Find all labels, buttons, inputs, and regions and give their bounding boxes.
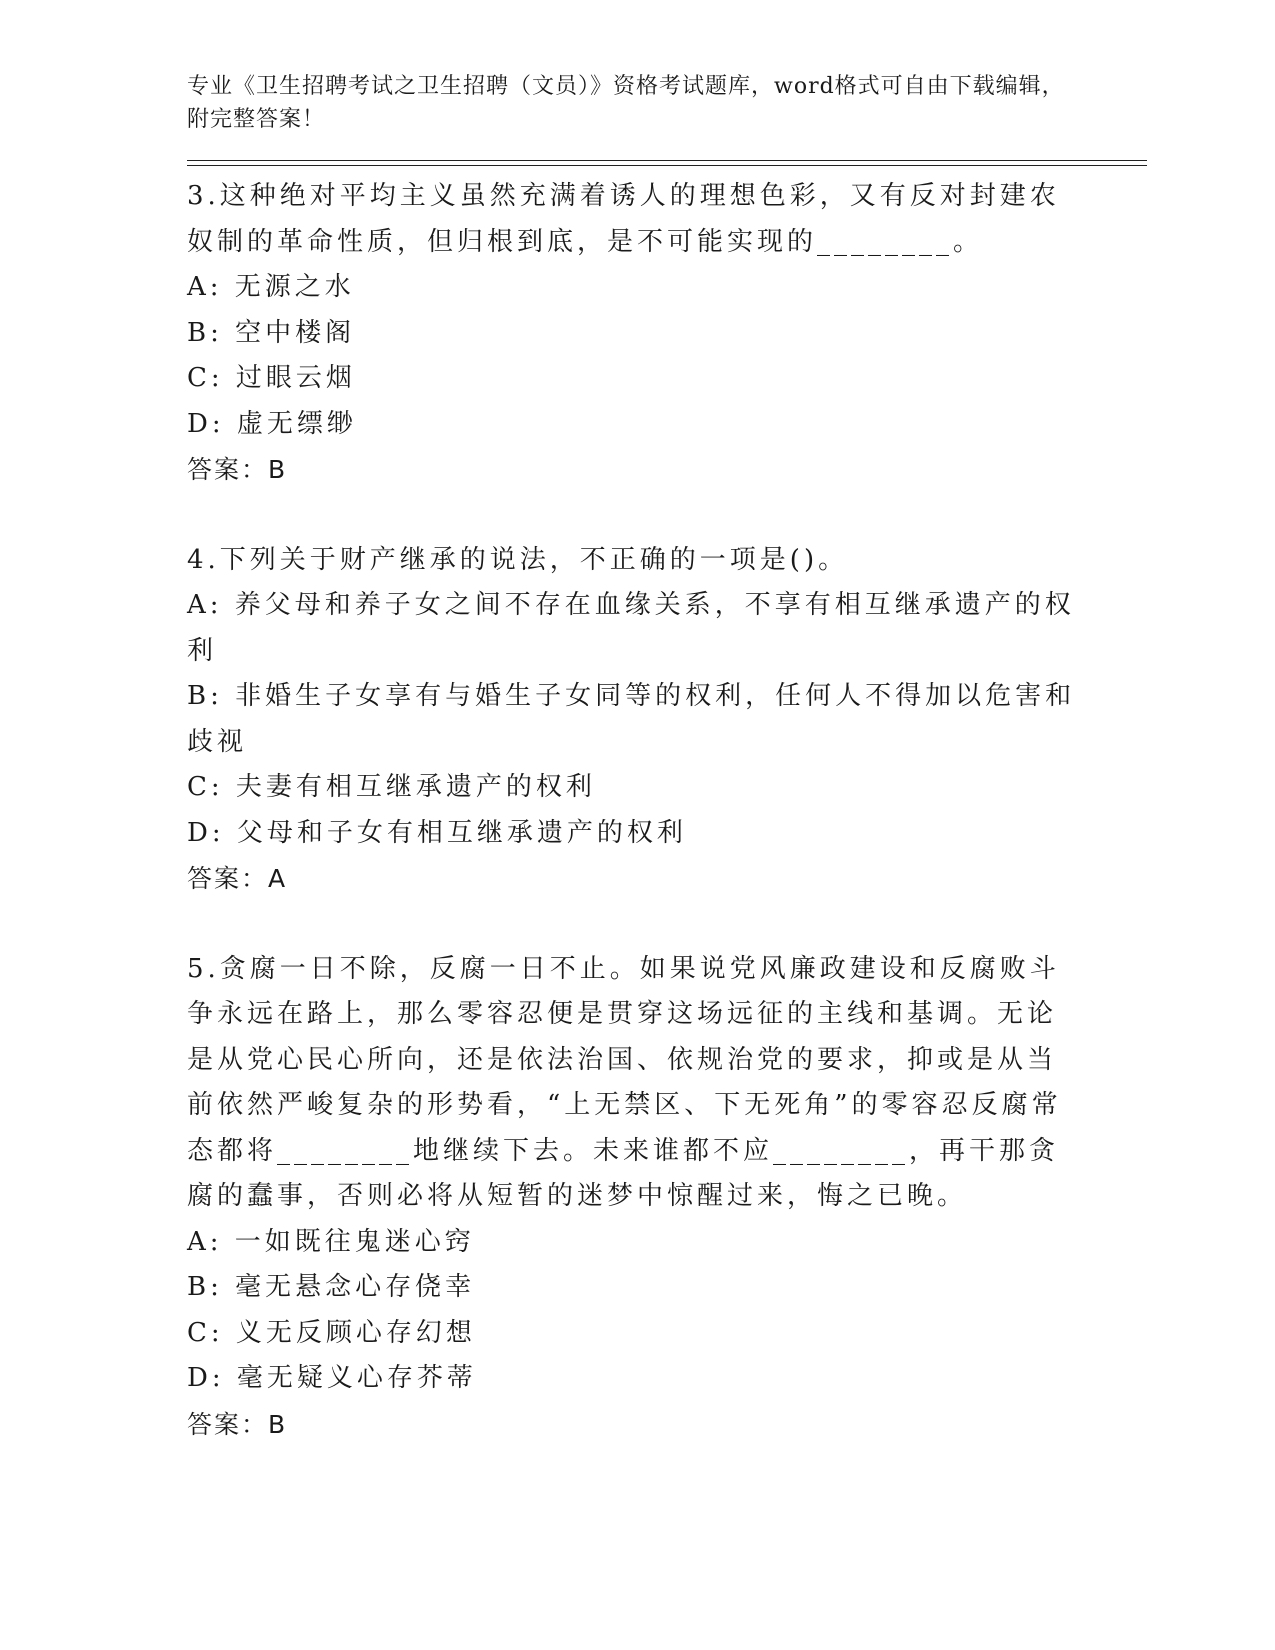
option-d: D: 毫无疑义心存芥蒂: [187, 1363, 477, 1393]
question-3: [187, 174, 1147, 493]
option-b: B: 非婚生子女享有与婚生子女同等的权利，任何人不得加以危害和歧视: [187, 681, 1076, 757]
option-b: B: 空中楼阁: [187, 317, 356, 348]
document-page: [187, 70, 1147, 1447]
option-c: C: 夫妻有相互继承遗产的权利: [187, 772, 596, 802]
header-double-rule: [187, 160, 1147, 166]
question-4: [187, 538, 1147, 902]
question-5: [187, 947, 1147, 1448]
question-stem: 3.这种绝对平均主义虽然充满着诱人的理想色彩，又有反对封建农奴制的革命性质，但归根到底，是不可能实现的________。: [187, 181, 1060, 257]
option-a: A: 一如既往鬼迷心窍: [187, 1226, 475, 1257]
question-stem: 4.下列关于财产继承的说法，不正确的一项是()。: [187, 544, 849, 575]
option-d: D: 虚无缥缈: [187, 408, 357, 439]
answer: 答案：B: [187, 455, 288, 484]
option-a: A: 养父母和养子女之间不存在血缘关系，不享有相互继承遗产的权利: [187, 590, 1075, 666]
question-stem: 5.贪腐一日不除，反腐一日不止。如果说党风廉政建设和反腐败斗争永远在路上，那么零容忍便是贯穿这场远征的主线和基调。无论是从党心民心所向，还是依法治国、依规治党的要求，抑或是从当前依然严峻复杂的形势看，“上无禁区、下无死角”的零容忍反腐常态都将________地继续下去。未来谁都不应________，再干那贪腐的蠢事，否则必将从短暂的迷梦中惊醒过来，悔之已晚。: [187, 953, 1062, 1211]
document-header: 专业《卫生招聘考试之卫生招聘（文员）》资格考试题库，word格式可自由下载编辑，附完整答案！: [187, 74, 1065, 132]
option-b: B: 毫无悬念心存侥幸: [187, 1272, 476, 1302]
option-c: C: 义无反顾心存幻想: [187, 1317, 476, 1348]
option-d: D: 父母和子女有相互继承遗产的权利: [187, 817, 687, 848]
option-c: C: 过眼云烟: [187, 363, 356, 393]
option-a: A: 无源之水: [187, 272, 355, 302]
answer: 答案：A: [187, 864, 288, 893]
answer: 答案：B: [187, 1409, 288, 1439]
